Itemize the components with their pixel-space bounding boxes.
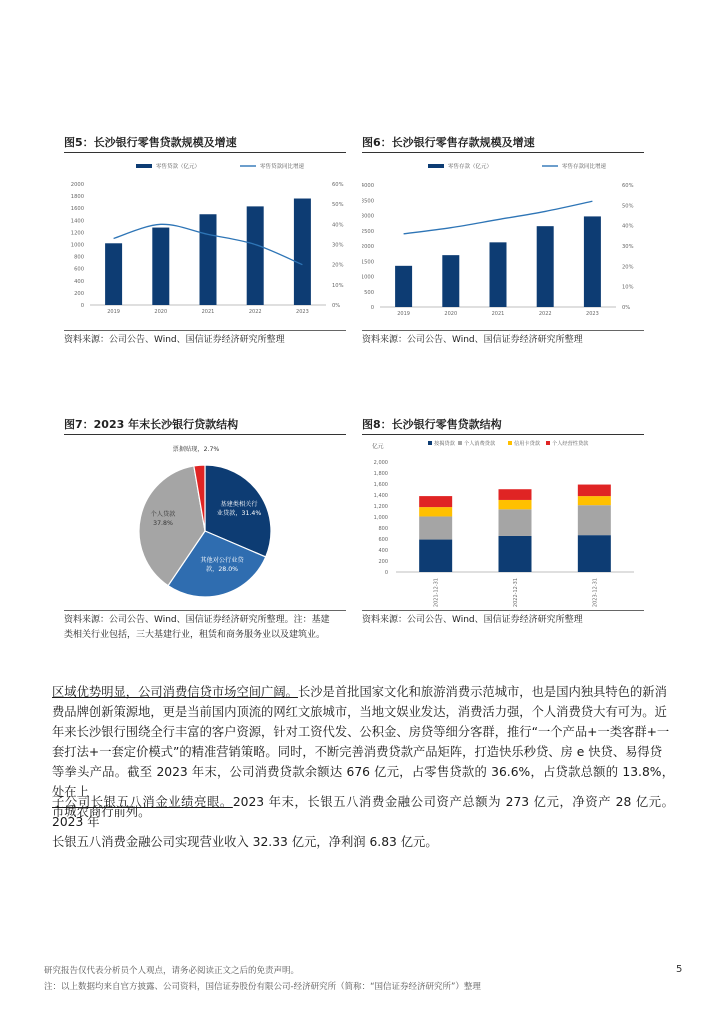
fig8-y-tick: 1,400 (373, 493, 388, 499)
fig8-y-tick: 1,000 (373, 515, 388, 521)
footer-disclaimer: 研究报告仅代表分析员个人观点，请务必阅读正文之后的免责声明。 (44, 966, 300, 976)
fig8-y-tick: 800 (378, 526, 388, 532)
fig5-bar (105, 243, 122, 305)
fig8-y-tick: 1,600 (373, 482, 388, 488)
paragraph-line: 长沙是首批国家文化和旅游消费示范城市，也是国内独具特色的新消 (297, 685, 667, 699)
fig7-source-line2: 类相关行业包括，三大基建行业，租赁和商务服务业以及建筑业。 (64, 630, 326, 640)
fig6-x-tick: 2022 (538, 311, 552, 317)
fig5-y-tick: 1800 (70, 194, 84, 201)
fig8-y-tick: 600 (378, 537, 388, 543)
fig8-legend-label: 按揭贷款 (434, 441, 455, 447)
fig5-y2-tick: 40% (332, 222, 344, 229)
paragraph-line: 长银五八消费金融公司实现营业收入 32.33 亿元，净利润 6.83 亿元。 (52, 835, 438, 849)
fig8-bar-segment (499, 509, 532, 536)
fig8-bar-segment (578, 485, 611, 497)
fig6-y2-tick: 60% (622, 183, 634, 189)
fig6-source: 资料来源：公司公告、Wind、国信证券经济研究所整理 (362, 335, 583, 345)
fig7-label-other: 款，28.0% (205, 566, 239, 573)
fig6-top-rule (362, 152, 644, 153)
fig8-unit-label: 亿元 (372, 444, 384, 450)
fig8-legend-label: 信用卡贷款 (514, 441, 540, 447)
fig5-y2-tick: 0% (332, 303, 341, 309)
fig8-x-tick: 2021-12-31 (433, 578, 440, 608)
fig5-y-tick: 1600 (70, 206, 84, 213)
fig5-svg (64, 154, 346, 328)
fig8-source: 资料来源：公司公告、Wind、国信证券经济研究所整理 (362, 615, 583, 625)
fig5-y-tick: 200 (74, 290, 84, 297)
fig7-bottom-rule (64, 610, 346, 611)
fig8-bar-segment (499, 500, 532, 509)
fig6-y2-tick: 40% (622, 223, 634, 230)
fig8-bar-segment (578, 535, 611, 572)
fig8-bar-segment (499, 489, 532, 500)
paragraph-line: 年来长沙银行围绕全行丰富的客户资源，针对工资代发、公积金、房贷等细分客群，推行“一个产品+一类客群+一 (52, 725, 670, 739)
fig5-x-tick: 2023 (296, 309, 309, 315)
fig6-bar (584, 216, 601, 307)
fig6-bar (395, 266, 412, 307)
fig8-bar-segment (419, 507, 452, 516)
paragraph-line: 2023 年末，长银五八消费金融公司资产总额为 273 亿元，净资产 28 亿元。2023 年 (52, 795, 674, 829)
fig5-chart (64, 154, 346, 328)
fig6-legend-line-label: 零售存款同比增速 (562, 164, 607, 170)
fig5-y-tick: 600 (74, 266, 84, 273)
fig5-y2-tick: 10% (332, 282, 344, 289)
fig5-legend-bar-swatch (136, 164, 152, 168)
fig5-bar (247, 206, 264, 305)
fig8-legend-swatch (546, 441, 550, 445)
fig5-y-tick: 400 (74, 278, 84, 285)
fig6-y2-tick: 10% (622, 284, 634, 291)
fig7-title: 图7：2023 年末长沙银行贷款结构 (64, 418, 239, 431)
fig7-top-rule (64, 434, 346, 435)
fig5-y-tick: 0 (80, 303, 84, 309)
fig5-y2-tick: 30% (332, 242, 344, 249)
fig5-legend-bar-label: 零售贷款（亿元） (156, 164, 201, 170)
fig6-growth-line (404, 201, 593, 234)
fig5-bar (294, 199, 311, 305)
fig5-x-tick: 2022 (248, 309, 262, 315)
fig6-chart (362, 154, 644, 328)
paragraph-line: 套打法+一套定价模式”的精准营销策略。同时，不断完善消费贷款产品矩阵，打造快乐秒贷、房 e 快贷、易得贷 (52, 745, 663, 759)
fig6-y-tick: 3000 (362, 213, 374, 220)
fig8-y-tick: 1,200 (373, 504, 388, 510)
fig6-y-tick: 500 (364, 289, 374, 296)
paragraph-line: 市城农商行前列。 (52, 805, 151, 819)
fig6-y-tick: 1500 (362, 259, 374, 266)
fig8-legend-label: 个人经营性贷款 (552, 441, 589, 447)
fig7-label-infra: 业贷款，31.4% (216, 510, 262, 517)
fig8-y-tick: 2,000 (373, 460, 388, 466)
fig7-svg (64, 436, 346, 608)
fig6-y-tick: 0 (370, 305, 374, 311)
fig5-y-tick: 1000 (70, 242, 84, 249)
fig6-y2-tick: 20% (622, 264, 634, 271)
fig6-x-tick: 2021 (491, 311, 505, 317)
fig5-x-tick: 2020 (154, 309, 168, 315)
fig6-y-tick: 4000 (362, 183, 374, 189)
fig7-chart (64, 436, 346, 608)
fig8-bar-segment (578, 496, 611, 505)
fig5-x-tick: 2021 (201, 309, 215, 315)
fig8-legend-swatch (458, 441, 462, 445)
fig8-bar-segment (419, 516, 452, 539)
fig6-y-tick: 2500 (362, 228, 374, 235)
fig5-legend-line-label: 零售贷款同比增速 (260, 164, 305, 170)
fig6-bar (490, 242, 507, 307)
fig5-y2-tick: 60% (332, 182, 344, 188)
fig6-y-tick: 1000 (362, 274, 374, 281)
fig7-source (64, 613, 354, 643)
paragraph-subsidiary (52, 792, 674, 852)
fig8-y-tick: 200 (378, 559, 388, 565)
paragraph-line: 费品牌创新策源地，更是当前国内顶流的网红文旅城市，当地文娱业发达，消费活力强，个人消费贷大有可为。近 (52, 705, 667, 719)
fig5-y-tick: 2000 (70, 182, 84, 188)
fig6-bar (442, 255, 459, 307)
fig8-svg (362, 436, 644, 608)
fig5-bottom-rule (64, 330, 346, 331)
fig5-bar (152, 228, 169, 305)
fig5-title: 图5：长沙银行零售贷款规模及增速 (64, 136, 237, 149)
fig7-label-bill: 票据贴现，2.7% (172, 446, 220, 453)
fig5-bar (200, 214, 217, 305)
fig6-bar (537, 226, 554, 307)
fig6-y-tick: 3500 (362, 198, 374, 205)
fig7-label-personal: 37.8% (153, 520, 173, 527)
fig8-bar-segment (419, 540, 452, 572)
page-number: 5 (676, 964, 683, 975)
fig8-y-tick: 400 (378, 548, 388, 554)
fig8-legend-label: 个人消费贷款 (464, 441, 496, 447)
fig8-legend-swatch (428, 441, 432, 445)
fig5-x-tick: 2019 (107, 309, 120, 315)
fig8-title: 图8：长沙银行零售贷款结构 (362, 418, 502, 431)
fig6-y2-tick: 30% (622, 244, 634, 250)
fig6-x-tick: 2023 (586, 311, 599, 317)
fig6-x-tick: 2020 (444, 311, 458, 317)
fig8-bar-segment (578, 505, 611, 535)
footer-note: 注：以上数据均来自官方披露、公司资料，国信证券股份有限公司-经济研究所（简称：“国信证券经济研究所”）整理 (44, 982, 481, 992)
fig7-label-personal: 个人贷款 (150, 511, 176, 518)
fig5-top-rule (64, 152, 346, 153)
fig6-x-tick: 2019 (397, 311, 410, 317)
fig5-source: 资料来源：公司公告、Wind、国信证券经济研究所整理 (64, 335, 285, 345)
fig8-x-tick: 2023-12-31 (592, 578, 599, 608)
fig6-y2-tick: 50% (622, 203, 634, 210)
fig6-legend-bar-swatch (428, 164, 444, 168)
fig8-x-tick: 2022-12-31 (513, 578, 519, 608)
fig7-source-line1: 资料来源：公司公告、Wind、国信证券经济研究所整理。注：基建 (64, 615, 330, 625)
fig7-label-other: 其他对公行业贷 (200, 557, 244, 564)
fig5-y-tick: 1200 (70, 230, 84, 237)
fig6-y-tick: 2000 (362, 244, 374, 250)
paragraph-lead: 子公司长银五八消金业绩亮眼。 (52, 795, 233, 809)
fig8-legend-swatch (508, 441, 512, 445)
fig8-y-tick: 0 (384, 570, 388, 576)
fig8-bottom-rule (362, 610, 644, 611)
paragraph-line: 等拳头产品。截至 2023 年末，公司消费贷款余额达 676 亿元，占零售贷款的 36.6%，占贷款总额的 13.8%，处在上 (52, 765, 674, 799)
fig6-svg (362, 154, 644, 328)
fig5-y2-tick: 20% (332, 262, 344, 269)
fig6-title: 图6：长沙银行零售存款规模及增速 (362, 136, 535, 149)
fig8-bar-segment (499, 536, 532, 572)
fig5-y-tick: 1400 (70, 218, 84, 225)
fig8-bar-segment (419, 496, 452, 507)
fig6-legend-bar-label: 零售存款（亿元） (448, 164, 493, 170)
fig8-top-rule (362, 434, 644, 435)
paragraph-lead: 区域优势明显，公司消费信贷市场空间广阔。 (52, 685, 298, 699)
fig7-label-infra: 基建类相关行 (220, 501, 258, 508)
fig6-y2-tick: 0% (622, 305, 631, 311)
fig6-bottom-rule (362, 330, 644, 331)
fig5-y-tick: 800 (74, 254, 84, 261)
fig8-chart (362, 436, 644, 608)
fig5-y2-tick: 50% (332, 202, 344, 209)
fig8-y-tick: 1,800 (373, 471, 388, 477)
